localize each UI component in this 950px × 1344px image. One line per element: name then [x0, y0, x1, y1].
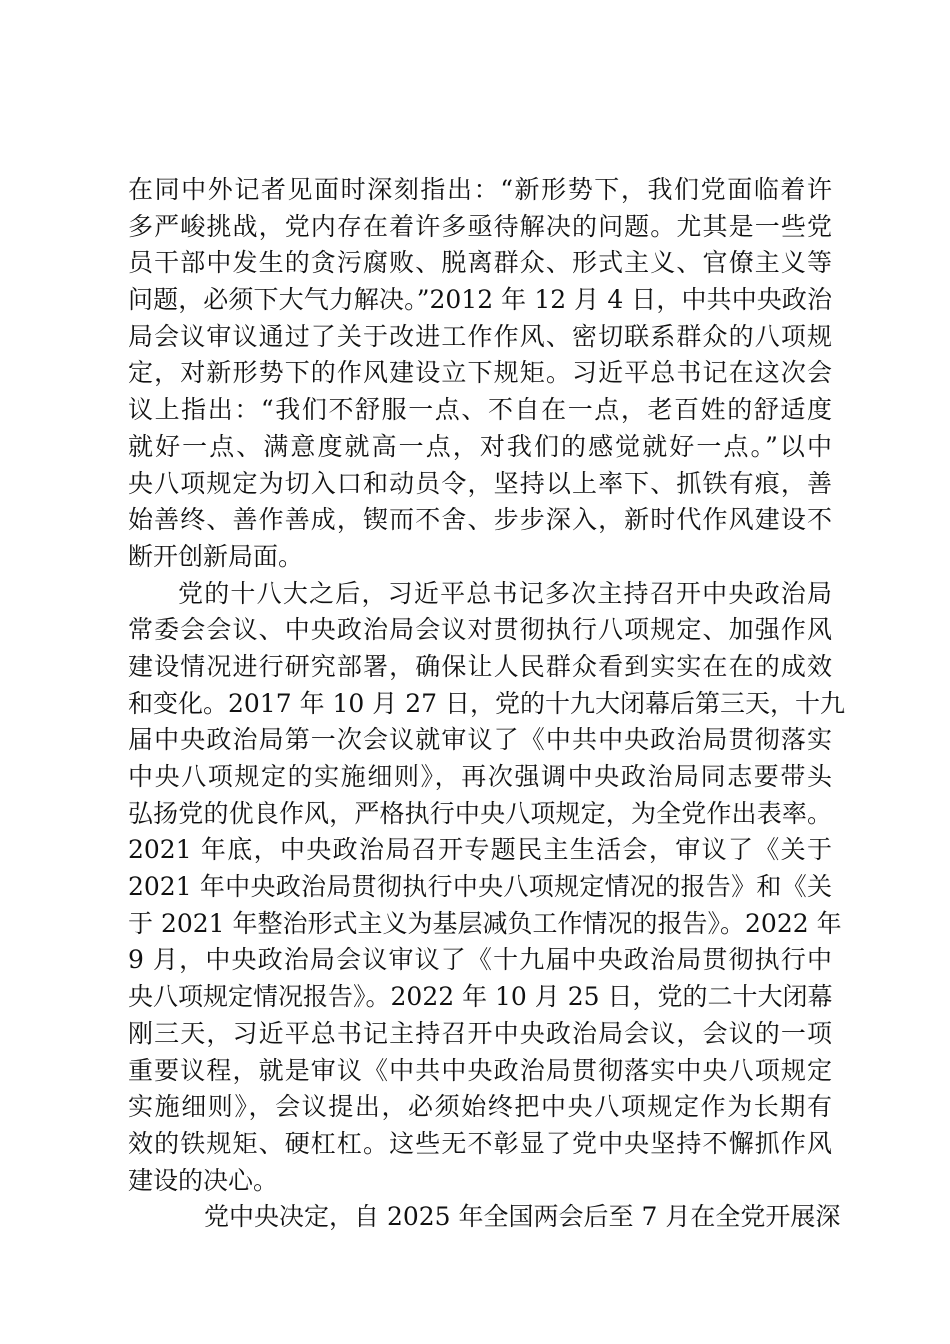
text-line: 届中央政治局第一次会议就审议了《中共中央政治局贯彻落实 — [128, 725, 832, 755]
text-line: 党中央决定，自 2025 年全国两会后至 7 月在全党开展深 — [204, 1202, 841, 1232]
text-line: 2021 年底，中央政治局召开专题民主生活会，审议了《关于 — [128, 835, 832, 865]
text-line: 建设的决心。 — [128, 1165, 279, 1195]
text-line: 建设情况进行研究部署，确保让人民群众看到实实在在的成效 — [128, 651, 832, 681]
text-line: 问题，必须下大气力解决。”2012 年 12 月 4 日，中共中央政治 — [128, 285, 832, 315]
text-line: 央八项规定为切入口和动员令，坚持以上率下、抓铁有痕，善 — [128, 468, 832, 498]
text-line: 定，对新形势下的作风建设立下规矩。习近平总书记在这次会 — [128, 358, 832, 388]
text-line: 刚三天，习近平总书记主持召开中央政治局会议，会议的一项 — [128, 1018, 832, 1048]
text-line: 议上指出：“我们不舒服一点、不自在一点，老百姓的舒适度 — [128, 395, 832, 425]
text-line: 2021 年中央政治局贯彻执行中央八项规定情况的报告》和《关 — [128, 872, 832, 902]
text-line: 中央八项规定的实施细则》，再次强调中央政治局同志要带头 — [128, 762, 832, 791]
text-line: 和变化。2017 年 10 月 27 日，党的十九大闭幕后第三天，十九 — [128, 688, 845, 718]
text-line: 9 月，中央政治局会议审议了《十九届中央政治局贯彻执行中 — [128, 945, 832, 975]
text-line: 效的铁规矩、硬杠杠。这些无不彰显了党中央坚持不懈抓作风 — [128, 1128, 832, 1158]
text-line: 多严峻挑战，党内存在着许多亟待解决的问题。尤其是一些党 — [128, 211, 832, 241]
text-line: 央八项规定情况报告》。2022 年 10 月 25 日，党的二十大闭幕 — [128, 982, 833, 1012]
text-line: 重要议程，就是审议《中共中央政治局贯彻落实中央八项规定 — [128, 1055, 832, 1085]
text-line: 始善终、善作善成，锲而不舍、步步深入，新时代作风建设不 — [128, 505, 832, 535]
text-line: 实施细则》，会议提出，必须始终把中央八项规定作为长期有 — [128, 1092, 832, 1122]
text-line: 弘扬党的优良作风，严格执行中央八项规定，为全党作出表率。 — [128, 798, 832, 828]
body-text — [128, 172, 845, 1236]
text-line: 在同中外记者见面时深刻指出：“新形势下，我们党面临着许 — [128, 175, 832, 204]
text-line: 局会议审议通过了关于改进工作作风、密切联系群众的八项规 — [128, 321, 832, 351]
text-line: 就好一点、满意度就高一点，对我们的感觉就好一点。”以中 — [128, 431, 832, 461]
text-line: 断开创新局面。 — [128, 541, 304, 571]
text-line: 于 2021 年整治形式主义为基层减负工作情况的报告》。2022 年 — [128, 908, 842, 938]
text-line: 常委会会议、中央政治局会议对贯彻执行八项规定、加强作风 — [128, 615, 832, 645]
text-line: 员干部中发生的贪污腐败、脱离群众、形式主义、官僚主义等 — [128, 248, 832, 278]
text-line: 党的十八大之后，习近平总书记多次主持召开中央政治局 — [178, 578, 832, 608]
